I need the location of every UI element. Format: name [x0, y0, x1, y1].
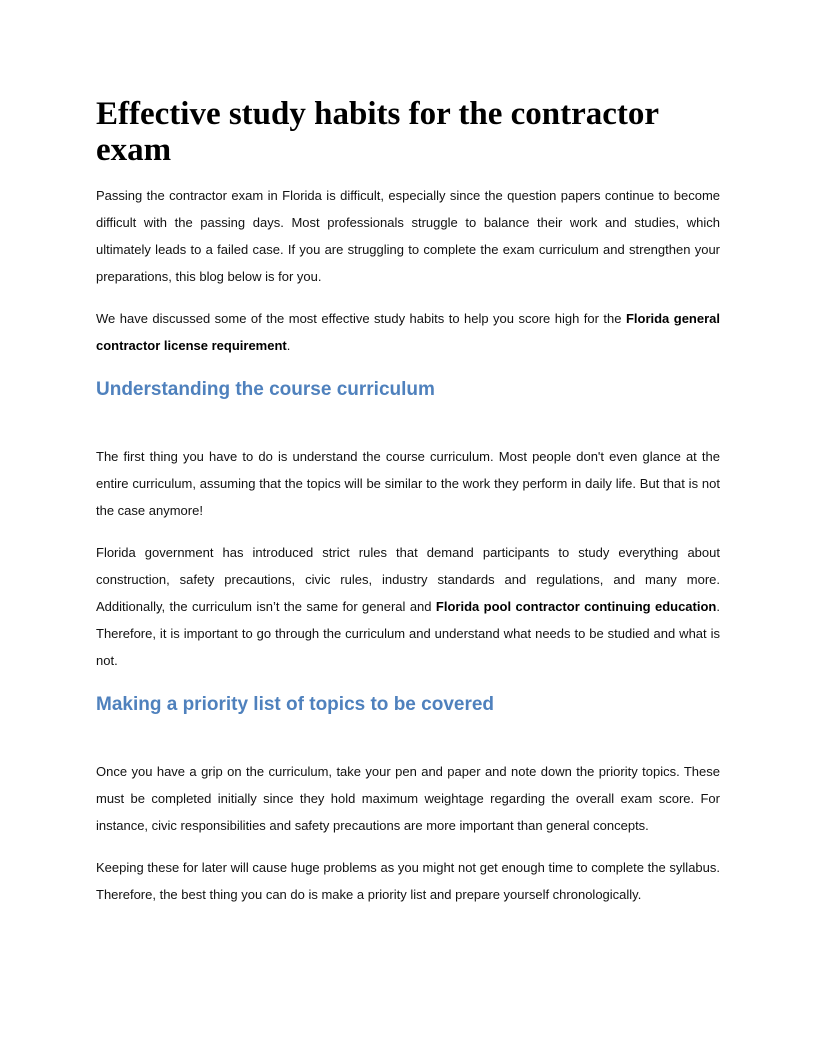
intro-paragraph-2-text: We have discussed some of the most effective study habits to help you score high for the [96, 311, 626, 326]
license-requirement-keyword: Florida general contractor license requirement [96, 311, 720, 353]
section-heading-priority-list: Making a priority list of topics to be covered [96, 694, 495, 715]
curriculum-paragraph-1: The first thing you have to do is understand the course curriculum. Most people don't even glance at the entire curriculum, assuming that the topics will be similar to the work they perform in daily life. But that is not the case anymore! [96, 449, 720, 518]
section-heading-curriculum: Understanding the course curriculum [96, 379, 435, 400]
priority-paragraph-2: Keeping these for later will cause huge problems as you might not get enough time to complete the syllabus. Therefore, the best thing you can do is make a priority list and prepare yourself chronologically. [96, 860, 720, 902]
article-title: Effective study habits for the contractor exam [96, 96, 659, 168]
curriculum-paragraph-2-end: . Therefore, it is important to go through the curriculum and understand what needs to be studied and what is not. [96, 599, 720, 668]
intro-paragraph-2-end: . [286, 338, 291, 353]
curriculum-paragraph-2 [96, 539, 720, 674]
intro-paragraph-2 [96, 305, 720, 359]
intro-paragraph-1: Passing the contractor exam in Florida is difficult, especially since the question papers continue to become difficult with the passing days. Most professionals struggle to balance their work and studies, which ultimately leads to a failed case. If you are struggling to complete the exam curriculum and strengthen your preparations, this blog below is for you. [96, 188, 720, 284]
priority-paragraph-1: Once you have a grip on the curriculum, take your pen and paper and note down the priority topics. These must be completed initially since they hold maximum weightage regarding the overall exam score. For instance, civic responsibilities and safety precautions are more important than general concepts. [96, 764, 720, 833]
curriculum-paragraph-2-text: Florida government has introduced strict rules that demand participants to study everything about construction, safety precautions, civic rules, industry standards and regulations, and many more. Additionally, the curriculum isn’t the same for general and [96, 545, 720, 614]
document-page [96, 96, 720, 923]
pool-contractor-keyword: Florida pool contractor continuing education [435, 599, 717, 614]
